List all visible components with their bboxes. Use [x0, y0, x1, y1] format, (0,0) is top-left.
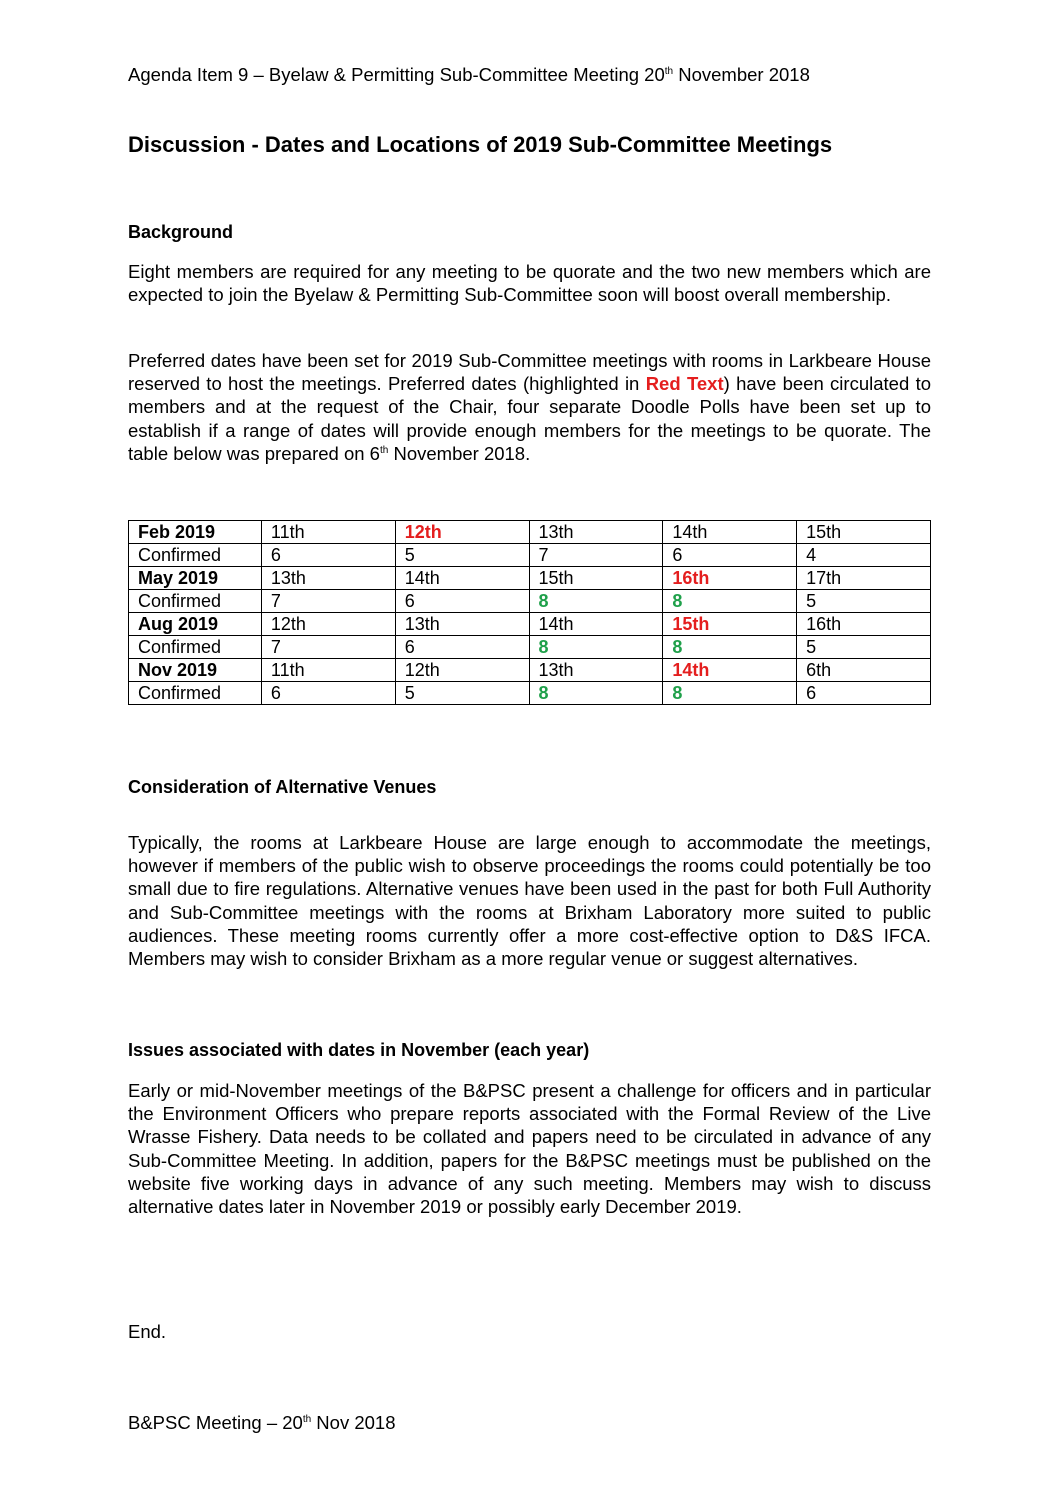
background-para-2 [128, 349, 931, 465]
date-cell: 14th [663, 521, 797, 544]
footer-sup: th [302, 1414, 312, 1425]
month-label-cell: Aug 2019 [129, 613, 262, 636]
table-row-confirmed [129, 544, 931, 567]
date-cell: 12th [395, 659, 529, 682]
november-para: Early or mid-November meetings of the B&PSC present a challenge for officers and in particular the Environment Officers who prepare reports associated with the Formal Review of the Live Wrasse Fishery. Data needs to be collated and papers need to be circulated in advance of any Sub-Committee Meeting. In addition, papers for the B&PSC meetings must be published on the website five working days in advance of any such meeting. Members may wish to discuss alternative dates later in November 2019 or possibly early December 2019. [128, 1080, 931, 1218]
month-label-cell: Nov 2019 [129, 659, 262, 682]
para2-sup: th [379, 444, 389, 456]
confirmed-label-cell: Confirmed [129, 590, 262, 613]
background-para-1-wrap [128, 260, 931, 306]
header-suffix: November 2018 [673, 64, 810, 85]
header-prefix: Agenda Item 9 – Byelaw & Permitting Sub-Committee Meeting 20 [128, 64, 665, 85]
count-cell: 8 [529, 682, 663, 705]
background-heading [128, 222, 233, 243]
end-text: End. [128, 1321, 167, 1342]
table-row-month [129, 567, 931, 590]
background-para-2-wrap [128, 349, 931, 465]
count-cell: 5 [797, 636, 931, 659]
date-cell: 15th [663, 613, 797, 636]
date-cell: 15th [529, 567, 663, 590]
page-footer [128, 1412, 396, 1434]
count-cell: 5 [797, 590, 931, 613]
count-cell: 5 [395, 544, 529, 567]
date-cell: 14th [529, 613, 663, 636]
date-cell: 14th [663, 659, 797, 682]
footer-prefix: B&PSC Meeting – 20 [128, 1412, 303, 1433]
date-cell: 13th [395, 613, 529, 636]
meeting-dates-table-body [129, 521, 931, 705]
confirmed-label-cell: Confirmed [129, 682, 262, 705]
count-cell: 8 [663, 590, 797, 613]
date-cell: 15th [797, 521, 931, 544]
confirmed-label-cell: Confirmed [129, 544, 262, 567]
count-cell: 8 [663, 636, 797, 659]
para2-part2: ) have been circulated to members and at the request of the Chair, four separate Doodle Polls have been set up to establish if a range of dates will provide enough members for the meetings to be quorate. The table below was prepared on 6 [128, 373, 931, 464]
count-cell: 7 [261, 590, 395, 613]
table-row-confirmed [129, 682, 931, 705]
date-cell: 12th [261, 613, 395, 636]
venues-heading-text: Consideration of Alternative Venues [128, 777, 437, 797]
count-cell: 6 [797, 682, 931, 705]
count-cell: 6 [395, 590, 529, 613]
month-label-cell: May 2019 [129, 567, 262, 590]
confirmed-label-cell: Confirmed [129, 636, 262, 659]
date-cell: 16th [663, 567, 797, 590]
table-row-month [129, 659, 931, 682]
red-text-highlight: Red Text [645, 373, 724, 395]
meeting-dates-table [128, 520, 931, 705]
date-cell: 17th [797, 567, 931, 590]
count-cell: 6 [261, 682, 395, 705]
para2-part3: November 2018. [388, 442, 531, 464]
background-heading-text: Background [128, 222, 234, 242]
count-cell: 6 [395, 636, 529, 659]
november-heading-text: Issues associated with dates in November (each year) [128, 1040, 590, 1060]
venues-para-wrap [128, 831, 931, 970]
date-cell: 11th [261, 521, 395, 544]
count-cell: 7 [529, 544, 663, 567]
footer-suffix: Nov 2018 [311, 1412, 396, 1433]
venues-para: Typically, the rooms at Larkbeare House are large enough to accommodate the meetings, however if members of the public wish to observe proceedings the rooms could potentially be too small due to fire regulations. Alternative venues have been used in the past for both Full Authority and Sub-Committee meetings with the rooms at Brixham Laboratory more suited to public audiences. These meeting rooms currently offer a more cost-effective option to D&S IFCA. Members may wish to consider Brixham as a more regular venue or suggest alternatives. [128, 832, 931, 970]
para2-part1: Preferred dates have been set for 2019 Sub-Committee meetings with rooms in Larkbeare House reserved to host the meetings. Preferred dates (highlighted in [128, 350, 931, 395]
date-cell: 11th [261, 659, 395, 682]
count-cell: 7 [261, 636, 395, 659]
november-para-wrap [128, 1079, 931, 1218]
count-cell: 8 [529, 590, 663, 613]
table-row-month [129, 613, 931, 636]
table-row-confirmed [129, 636, 931, 659]
date-cell: 13th [529, 659, 663, 682]
header-sup: th [664, 66, 674, 77]
date-cell: 13th [529, 521, 663, 544]
date-cell: 13th [261, 567, 395, 590]
count-cell: 5 [395, 682, 529, 705]
count-cell: 4 [797, 544, 931, 567]
document-title: Discussion - Dates and Locations of 2019 Sub-Committee Meetings [128, 132, 833, 157]
date-cell: 16th [797, 613, 931, 636]
date-cell: 14th [395, 567, 529, 590]
november-heading [128, 1040, 589, 1061]
venues-heading [128, 777, 436, 798]
count-cell: 8 [529, 636, 663, 659]
background-para-1: Eight members are required for any meeting to be quorate and the two new members which are expected to join the Byelaw & Permitting Sub-Committee soon will boost overall membership. [128, 261, 931, 306]
page-header [128, 64, 810, 86]
count-cell: 6 [663, 544, 797, 567]
count-cell: 6 [261, 544, 395, 567]
table-row-month [129, 521, 931, 544]
month-label-cell: Feb 2019 [129, 521, 262, 544]
date-cell: 12th [395, 521, 529, 544]
count-cell: 8 [663, 682, 797, 705]
table-row-confirmed [129, 590, 931, 613]
date-cell: 6th [797, 659, 931, 682]
